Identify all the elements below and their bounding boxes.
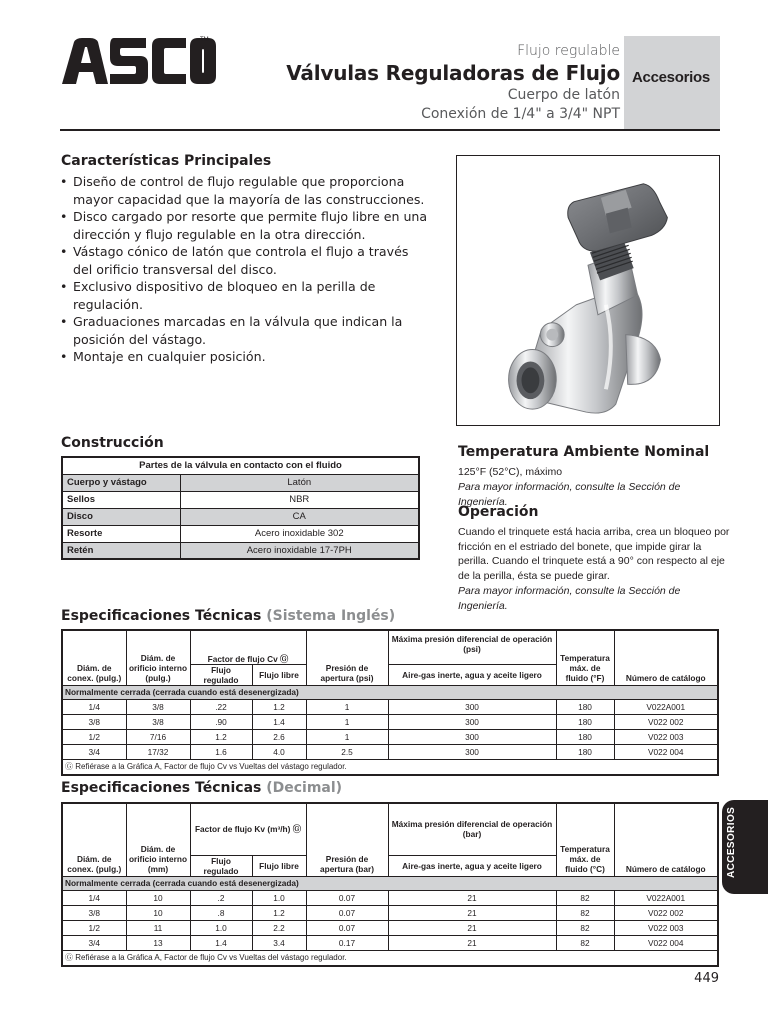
table-cell: 1/2: [62, 920, 126, 935]
part-name: Cuerpo y vástago: [62, 474, 180, 491]
table-cell: 82: [556, 920, 614, 935]
part-name: Disco: [62, 508, 180, 525]
feature-item: • Graduaciones marcadas en la válvula que indican la posición del vástago.: [60, 313, 430, 348]
col-flow-group-label: Factor de flujo Kv (m³/h): [194, 824, 291, 835]
table-row: [62, 890, 718, 905]
table-cell: .22: [190, 699, 252, 714]
col-flow-group: [190, 630, 306, 664]
trademark-symbol: TM: [200, 37, 209, 43]
temperature-note: Para mayor información, consulte la Sección de Ingeniería.: [458, 481, 681, 508]
table-cell: 1.0: [252, 890, 306, 905]
table-cell: V022 002: [614, 905, 718, 920]
table-cell: 300: [388, 729, 556, 744]
asco-logo-mark: [60, 36, 216, 86]
table-row: [62, 920, 718, 935]
table-cell: V022 004: [614, 935, 718, 950]
table-cell: 0.07: [306, 905, 388, 920]
col-flow-reg: Flujo regulado: [190, 855, 252, 876]
table-cell: 1/4: [62, 890, 126, 905]
table-cell: 1: [306, 699, 388, 714]
part-name: Sellos: [62, 491, 180, 508]
part-name: Resorte: [62, 525, 180, 542]
table-cell: V022A001: [614, 890, 718, 905]
table-cell: 1.4: [190, 935, 252, 950]
footnote-symbol: Ⓖ: [280, 653, 289, 664]
features-list: [60, 173, 430, 366]
product-photo: [456, 155, 720, 426]
table-cell: 11: [126, 920, 190, 935]
table-cell: 1.2: [252, 905, 306, 920]
table-row: [62, 542, 419, 559]
col-media: Aire-gas inerte, agua y aceite ligero: [388, 664, 556, 685]
col-temp: Temperatura máx. de fluido (°F): [556, 630, 614, 685]
asco-logo: [60, 36, 216, 86]
table-cell: V022 002: [614, 714, 718, 729]
col-orificio: Diám. de orificio interno (mm): [126, 803, 190, 876]
spec-heading-suffix: (Sistema Inglés): [266, 608, 396, 624]
table-cell: .90: [190, 714, 252, 729]
feature-item: • Vástago cónico de latón que controla el flujo a través del orificio transversal del disco.: [60, 243, 430, 278]
col-conex: Diám. de conex. (pulg.): [62, 803, 126, 876]
table-cell: 0.07: [306, 890, 388, 905]
table-cell: 180: [556, 729, 614, 744]
table-cell: 180: [556, 744, 614, 759]
part-material: Acero inoxidable 17-7PH: [180, 542, 419, 559]
col-orificio: Diám. de orificio interno (pulg.): [126, 630, 190, 685]
col-pressure: Presión de apertura (psi): [306, 630, 388, 685]
table-cell: 300: [388, 699, 556, 714]
header-titles: [200, 42, 620, 124]
table-cell: 17/32: [126, 744, 190, 759]
header-subtitle: Flujo regulable: [517, 43, 620, 59]
table-cell: 82: [556, 935, 614, 950]
header-connection: Conexión de 1/4" a 3/4" NPT: [421, 106, 620, 122]
part-material: CA: [180, 508, 419, 525]
table-cell: .8: [190, 905, 252, 920]
table-row: [62, 491, 419, 508]
col-media: Aire-gas inerte, agua y aceite ligero: [388, 855, 556, 876]
table-cell: V022A001: [614, 699, 718, 714]
table-footnote: [62, 759, 718, 775]
footnote-text: Refiérase a la Gráfica A, Factor de flujo Cv vs Vueltas del vástago regulador.: [75, 953, 347, 963]
table-row: [62, 744, 718, 759]
part-name: Retén: [62, 542, 180, 559]
table-cell: 1.2: [252, 699, 306, 714]
table-cell: 82: [556, 890, 614, 905]
table-cell: 1.2: [190, 729, 252, 744]
section-label: Normalmente cerrada (cerrada cuando está desenergizada): [62, 876, 718, 890]
page-number: 449: [694, 971, 719, 986]
category-box: [624, 36, 720, 130]
col-temp: Temperatura máx. de fluido (°C): [556, 803, 614, 876]
table-cell: 1: [306, 714, 388, 729]
table-cell: 7/16: [126, 729, 190, 744]
col-catalog: Número de catálogo: [614, 630, 718, 685]
table-cell: 3/4: [62, 935, 126, 950]
feature-item: • Exclusivo dispositivo de bloqueo en la perilla de regulación.: [60, 278, 430, 313]
col-conex: Diám. de conex. (pulg.): [62, 630, 126, 685]
header-body-material: Cuerpo de latón: [507, 87, 620, 103]
table-row: [62, 474, 419, 491]
col-flow-free: Flujo libre: [252, 664, 306, 685]
table-cell: 3/8: [126, 714, 190, 729]
table-cell: 0.07: [306, 920, 388, 935]
operation-heading: Operación: [458, 504, 539, 520]
part-material: Latón: [180, 474, 419, 491]
table-cell: 1.0: [190, 920, 252, 935]
spec-english-heading: [61, 608, 395, 624]
construction-table-title: Partes de la válvula en contacto con el fluido: [139, 460, 342, 472]
table-cell: .2: [190, 890, 252, 905]
table-row: [62, 525, 419, 542]
header-rule: [60, 129, 720, 131]
col-flow-reg: Flujo regulado: [190, 664, 252, 685]
side-tab-label: ACCESORIOS: [726, 806, 737, 878]
page-title: Válvulas Reguladoras de Flujo: [286, 61, 620, 85]
operation-note: Para mayor información, consulte la Sección de Ingeniería.: [458, 585, 681, 612]
col-maxdiff-group: Máxima presión diferencial de operación (bar): [388, 803, 556, 855]
part-material: Acero inoxidable 302: [180, 525, 419, 542]
table-footnote: [62, 950, 718, 966]
operation-text: Cuando el trinquete está hacia arriba, crea un bloqueo por fricción en el estriado del bonete, que impide girar la perilla. Cuando el trinquete está a 90° con respecto al eje de la perilla, ésta se puede girar.: [458, 526, 730, 582]
table-row: [62, 935, 718, 950]
table-cell: 13: [126, 935, 190, 950]
feature-item: • Montaje en cualquier posición.: [60, 348, 430, 366]
spec-heading-text: Especificaciones Técnicas: [61, 780, 262, 796]
valve-illustration: [457, 156, 719, 425]
table-cell: 3/8: [62, 714, 126, 729]
table-cell: 2.6: [252, 729, 306, 744]
temperature-value: 125°F (52°C), máximo: [458, 466, 563, 478]
section-side-tab: [722, 800, 768, 894]
col-pressure: Presión de apertura (bar): [306, 803, 388, 876]
table-row: [62, 714, 718, 729]
construction-table: [61, 456, 420, 560]
table-cell: V022 003: [614, 920, 718, 935]
table-row: [62, 729, 718, 744]
table-cell: 300: [388, 744, 556, 759]
table-cell: 3.4: [252, 935, 306, 950]
table-cell: 4.0: [252, 744, 306, 759]
table-cell: 1/2: [62, 729, 126, 744]
col-catalog: Número de catálogo: [614, 803, 718, 876]
table-cell: 3/8: [126, 699, 190, 714]
category-label: Accesorios: [632, 69, 710, 86]
section-label: Normalmente cerrada (cerrada cuando está desenergizada): [62, 685, 718, 699]
table-cell: 2.5: [306, 744, 388, 759]
col-flow-group-label: Factor de flujo Cv: [207, 653, 278, 664]
footnote-symbol: Ⓖ: [292, 824, 302, 835]
footnote-text: Refiérase a la Gráfica A, Factor de flujo Cv vs Vueltas del vástago regulador.: [75, 762, 347, 772]
table-cell: 300: [388, 714, 556, 729]
feature-item: • Diseño de control de flujo regulable que proporciona mayor capacidad que la mayoría de las construcciones.: [60, 173, 430, 208]
table-cell: 1: [306, 729, 388, 744]
construction-heading: Construcción: [61, 435, 164, 451]
footnote-symbol: Ⓖ: [65, 762, 73, 772]
table-row: [62, 905, 718, 920]
table-cell: 21: [388, 920, 556, 935]
footnote-symbol: Ⓖ: [65, 953, 73, 963]
table-cell: 82: [556, 905, 614, 920]
table-cell: 21: [388, 890, 556, 905]
col-maxdiff-group: Máxima presión diferencial de operación (psi): [388, 630, 556, 664]
table-cell: V022 004: [614, 744, 718, 759]
table-cell: 10: [126, 905, 190, 920]
feature-item: • Disco cargado por resorte que permite flujo libre en una dirección y flujo regulable en la otra dirección.: [60, 208, 430, 243]
temperature-heading: Temperatura Ambiente Nominal: [458, 444, 710, 460]
table-cell: 10: [126, 890, 190, 905]
table-cell: 3/4: [62, 744, 126, 759]
part-material: NBR: [180, 491, 419, 508]
table-cell: 0.17: [306, 935, 388, 950]
features-heading: Características Principales: [61, 153, 272, 169]
table-cell: V022 003: [614, 729, 718, 744]
table-cell: 3/8: [62, 905, 126, 920]
table-cell: 1.6: [190, 744, 252, 759]
table-row: [62, 699, 718, 714]
col-flow-group: [190, 803, 306, 855]
spec-heading-text: Especificaciones Técnicas: [61, 608, 262, 624]
table-cell: 1/4: [62, 699, 126, 714]
spec-heading-suffix: (Decimal): [266, 780, 343, 796]
col-flow-free: Flujo libre: [252, 855, 306, 876]
table-cell: 2.2: [252, 920, 306, 935]
table-cell: 180: [556, 714, 614, 729]
table-cell: 21: [388, 935, 556, 950]
table-cell: 1.4: [252, 714, 306, 729]
table-cell: 21: [388, 905, 556, 920]
spec-decimal-table: [61, 802, 719, 967]
table-row: [62, 508, 419, 525]
spec-decimal-heading: [61, 780, 342, 796]
table-cell: 180: [556, 699, 614, 714]
spec-english-table: [61, 629, 719, 776]
